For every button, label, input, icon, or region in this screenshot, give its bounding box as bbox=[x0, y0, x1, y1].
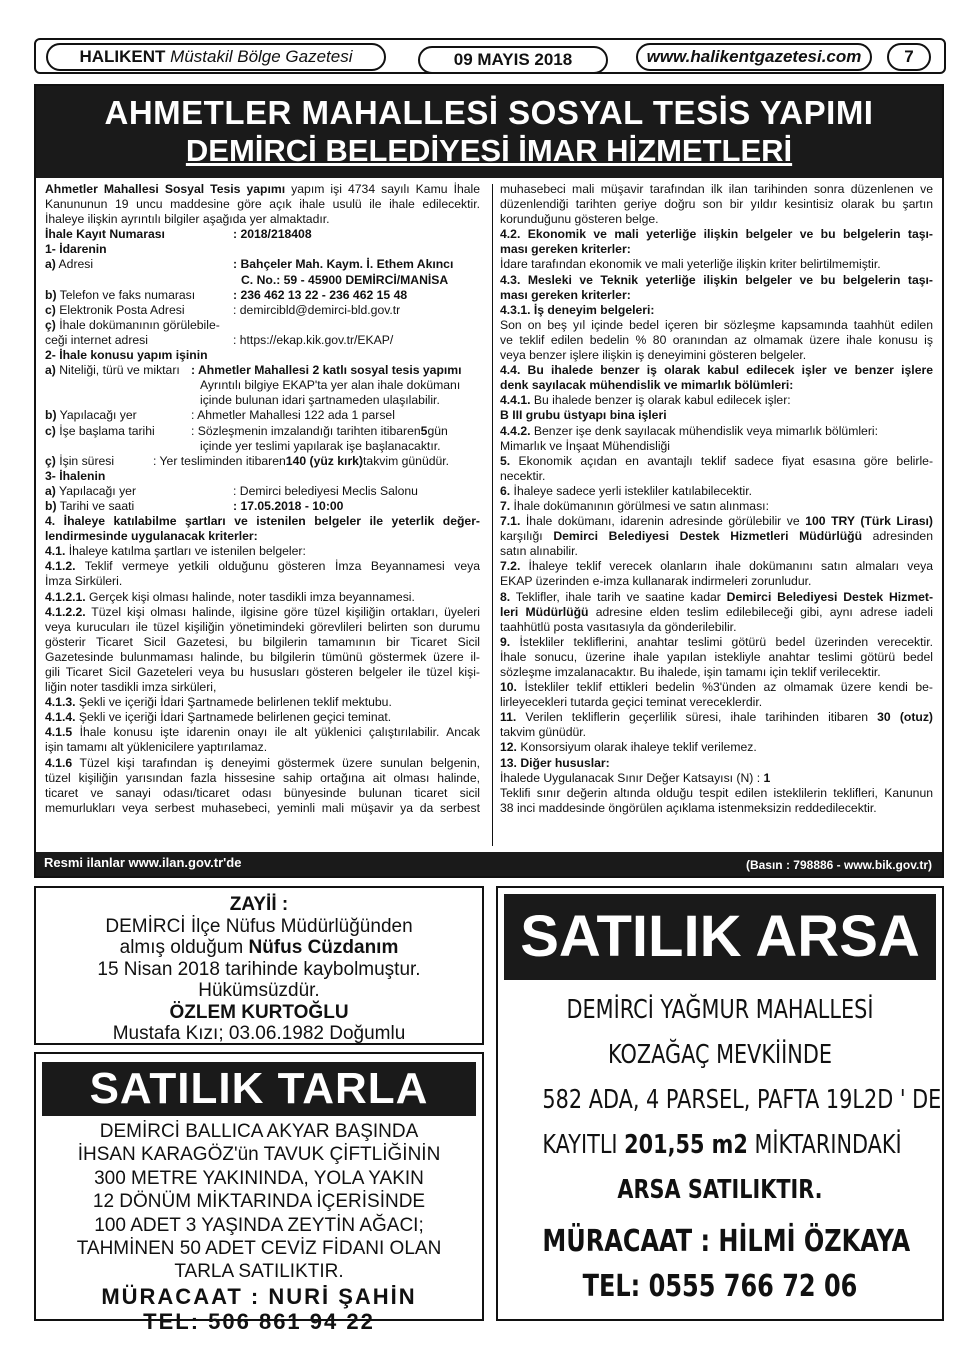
tender-venue: a) Yapılacağı yer : Demirci belediyesi Meclis Salonu bbox=[45, 483, 418, 498]
section-heading: 4.4. Bu ihalede benzer iş olarak kabul edilecek işler ve benzer işlere bbox=[500, 363, 933, 378]
clause: satın alınabilir. bbox=[500, 544, 578, 559]
ad-phone: TEL: 506 861 94 22 bbox=[143, 1308, 375, 1334]
clause: ticaret ve sanayi odası/ticaret odası bünyesinde bulunan ticaret sicil bbox=[45, 785, 480, 800]
tender-registry-number: İhale Kayıt Numarası : 2018/218408 bbox=[45, 227, 312, 242]
field-for-sale-ad bbox=[34, 1052, 484, 1334]
masthead-bar bbox=[34, 38, 946, 74]
clause: İmza Sirküleri. bbox=[45, 574, 123, 589]
clause: gösterir Ticaret Sicil Gazetesi, bu bilgilerin tamamının bir Ticaret Sicil bbox=[45, 634, 480, 649]
clause: B III grubu üstyapı bina işleri bbox=[500, 408, 667, 423]
ad-line: DEMİRCİ YAĞMUR MAHALLESİ bbox=[566, 995, 874, 1025]
issue-date: 09 MAYIS 2018 bbox=[418, 46, 608, 74]
ad-line: 582 ADA, 4 PARSEL, PAFTA 19L2D ' DE bbox=[542, 1085, 942, 1115]
clause: işin tamamı alt yüklenicilere yaptırılamaz. bbox=[45, 740, 268, 755]
ad-line: ARSA SATILIKTIR. bbox=[617, 1175, 823, 1205]
tender-left-column bbox=[45, 182, 480, 816]
ad-line: 12 DÖNÜM MİKTARINDA İÇERİSİNDE bbox=[92, 1191, 426, 1213]
ad-contact: MÜRACAAT : HİLMİ ÖZKAYA bbox=[542, 1224, 911, 1259]
clause: veya benzer işlere ilişkin iş deneyimini gösteren belgeler. bbox=[500, 348, 807, 363]
admin-address: a) Adresi : Bahçeler Mah. Kaym. İ. Ethem Akıncı bbox=[45, 257, 454, 272]
tender-subtitle: DEMİRCİ BELEDİYESİ İMAR HİZMETLERİ bbox=[185, 133, 793, 168]
clause: memurlukları veya serbest muhasebeci, yeminli mali müşavir ya da serbest bbox=[45, 800, 480, 815]
clause: 4.1.4. Şekli ve içeriği İdari Şartnamede belirlenen geçici teminat. bbox=[45, 710, 392, 725]
notice-line: DEMİRCİ İlçe Nüfus Müdürlüğünden bbox=[105, 915, 413, 937]
clause: necektir. bbox=[500, 468, 546, 483]
notice-owner: ÖZLEM KURTOĞLU bbox=[169, 1001, 349, 1023]
ad-line: DEMİRCİ BALLICA AKYAR BAŞINDA bbox=[99, 1121, 419, 1142]
clause: 4.4.2. Benzer işe denk sayılacak mühendislik veya mimarlık bölümleri: bbox=[500, 423, 878, 438]
clause: İdare tarafından ekonomik ve mali yeterliğe ilişkin kriter belirtilmemiştir. bbox=[500, 257, 881, 272]
clause: 6. İhaleye sadece yerli istekliler katılabilecektir. bbox=[500, 483, 752, 498]
ad-line: TARLA SATILIKTIR. bbox=[174, 1261, 344, 1283]
clause: 4.1.2.1. Gerçek kişi olması halinde, noter tasdikli imza beyannamesi. bbox=[45, 589, 415, 604]
section-heading: ması gereken kriterler: bbox=[500, 287, 631, 302]
section-heading: 4.3.1. İş deneyim belgeleri: bbox=[500, 302, 655, 317]
section-heading: 4.3. Mesleki ve Teknik yeterliğe ilişkin belgeler ve bu belgelerin taşı- bbox=[500, 272, 933, 287]
section-heading: lendirmesinde uygulanacak kriterler: bbox=[45, 529, 258, 544]
ad-line: İHSAN KARAGÖZ'ün TAVUK ÇİFTLİĞİNİN bbox=[77, 1144, 441, 1166]
work-start: c) İşe başlama tarihi : Sözleşmenin imzalandığı tarihten itibaren 5 gün bbox=[45, 423, 448, 438]
clause: 4.4.1. Bu ihalede benzer iş olarak kabul edilecek işler: bbox=[500, 393, 791, 408]
section-heading: 4. İhaleye katılabilme şartları ve istenilen belgeler ile yeterlik değer- bbox=[45, 514, 480, 529]
work-nature: a) Niteliği, türü ve miktarı : Ahmetler Mahallesi 2 katlı sosyal tesis yapımı bbox=[45, 363, 462, 378]
clause: 10. İstekliler teklif ettikleri bedelin %3'ünden az olmamak üzere kendi be- bbox=[500, 680, 933, 695]
notice-line: almış olduğum Nüfus Cüzdanım bbox=[119, 937, 399, 958]
clause: tüzel kişiliğin yarısından fazla hissesine sahip ortağına ait olması halinde, bbox=[45, 770, 480, 785]
clause: 4.1.6 Tüzel kişi tarafından iş deneyimi göstermek üzere sunulan belgenin, bbox=[45, 755, 480, 770]
admin-phone: b) Telefon ve faks numarası : 236 462 13 22 - 236 462 15 48 bbox=[45, 287, 408, 302]
email-link[interactable]: : demircibld@demirci-bld.gov.tr bbox=[233, 302, 401, 317]
clause: 9. İstekliler tekliflerini, anahtar teslimi götürü bedel üzerinden verecektir. bbox=[500, 634, 933, 649]
section-heading: ması gereken kriterler: bbox=[500, 242, 631, 257]
ad-line: KAYITLI 201,55 m2 MİKTARINDAKİ bbox=[542, 1130, 902, 1160]
clause: taahhütlü posta vasıtasıyla da gönderilebilir. bbox=[500, 619, 737, 634]
clause: EKAP üzerinden e-imza kullanarak indirmeleri zorunludur. bbox=[500, 574, 812, 589]
clause: 4.1.3. Şekli ve içeriği İdari Şartnamede belirlenen teklif mektubu. bbox=[45, 695, 392, 710]
intro-line: İhaleye ilişkin ayrıntılı bilgiler aşağıda yer almaktadır. bbox=[45, 212, 330, 227]
clause: İhalede Uygulanacak Sınır Değer Katsayısı (N) : 1 bbox=[500, 770, 771, 785]
notice-line: Hükümsüzdür. bbox=[198, 980, 320, 1001]
section-heading: 1- İdarenin bbox=[45, 242, 107, 257]
work-start-cont: içinde yer teslimi yapılarak işe başlanacaktır. bbox=[200, 438, 441, 453]
notice-line: 15 Nisan 2018 tarihinde kaybolmuştur. bbox=[97, 958, 421, 980]
ad-line: 100 ADET 3 YAŞINDA ZEYTİN AĞACI; bbox=[94, 1214, 424, 1236]
tender-notice bbox=[34, 84, 944, 878]
clause: 4.1.2.2. Tüzel kişi olması halinde, ilgisine göre tüzel kişiliğin ortakları, üyeleri bbox=[45, 604, 480, 619]
paper-name: HALIKENT bbox=[79, 47, 166, 66]
ad-title: SATILIK TARLA bbox=[42, 1062, 476, 1116]
clause: 7. İhale dokümanının görülmesi ve satın alınması: bbox=[500, 498, 769, 513]
ad-body bbox=[36, 1120, 482, 1284]
tender-right-column bbox=[500, 182, 933, 816]
intro-line: Ahmetler Mahallesi Sosyal Tesis yapımı yapım işi 4734 sayılı Kamu İhale bbox=[45, 182, 480, 196]
land-for-sale-ad bbox=[496, 886, 944, 1321]
clause: takvim günüdür. bbox=[500, 725, 587, 740]
section-heading: 3- İhalenin bbox=[45, 468, 106, 483]
section-heading: denk sayılacak mühendislik ve mimarlık bölümleri: bbox=[500, 378, 794, 393]
section-heading: 4.2. Ekonomik ve mali yeterliğe ilişkin belgeler ve bu belgelerin taşı- bbox=[500, 227, 933, 242]
ad-line: 300 METRE YAKININDA, YOLA YAKIN bbox=[94, 1167, 424, 1189]
ad-line: KOZAĞAÇ MEVKİİNDE bbox=[607, 1040, 833, 1070]
intro-line: Kanununun 19 uncu maddesine göre açık ihale usulü ile ihale edilecektir. bbox=[45, 197, 480, 212]
clause: 11. Verilen tekliflerin geçerlilik süresi, ihale tarihinden itibaren 30 (otuz) bbox=[500, 710, 933, 725]
clause: 38 inci maddesinde öngörülen açıklama istenmeksizin reddedilecektir. bbox=[500, 800, 877, 815]
clause: 4.1.2. Teklif vermeye yetkili olduğunu gösteren İmza Beyannamesi veya bbox=[45, 559, 480, 574]
clause: 4.1. İhaleye katılma şartları ve istenilen belgeler: bbox=[45, 544, 306, 559]
clause: İhale sonucu, üzerine ihale yapılan istekliyle anahtar teslimi götürü bedel bbox=[500, 649, 933, 664]
clause: korunduğunu gösteren belge. bbox=[500, 212, 659, 227]
page-number: 7 bbox=[887, 43, 931, 71]
ad-phone: TEL: 0555 766 72 06 bbox=[582, 1269, 858, 1304]
ad-title: SATILIK ARSA bbox=[504, 894, 936, 980]
clause: 7.1. İhale dokümanı, idarenin adresinde görülebilir ve 100 TRY (Türk Lirası) bbox=[500, 514, 933, 529]
clause: 4.1.5 İhale konusu işte idarenin onayı ile alt yüklenici çalıştırılabilir. Ancak bbox=[45, 725, 480, 740]
tender-banner bbox=[36, 86, 942, 178]
ekap-link[interactable]: : https://ekap.kik.gov.tr/EKAP/ bbox=[233, 332, 394, 347]
clause: düzenlendiği tarihten geriye doğru son bir yıldır kesintisiz olarak bu şartın bbox=[500, 197, 933, 212]
clause: 7.2. İhaleye teklif verecek olanların ihale dokümanını satın almaları veya bbox=[500, 559, 933, 574]
clause: Teklifi sınır değerin altında olduğu tespit edilen isteklilerin teklifleri, Kanunun bbox=[500, 785, 933, 800]
tender-footer bbox=[36, 852, 942, 876]
clause: veya kurucuları ile tüzel kişiliğin yönetimindeki görevlileri belirten son durumu bbox=[45, 619, 480, 634]
clause: Mimarlık ve İnşaat Mühendisliği bbox=[500, 438, 671, 453]
official-notices-link[interactable]: Resmi ilanlar www.ilan.gov.tr'de bbox=[44, 855, 242, 870]
ad-contact: MÜRACAAT : NURİ ŞAHİN bbox=[101, 1283, 417, 1309]
clause: ve teklif edilen bedelin % 80 oranından az olmamak üzere ihale konusu iş bbox=[500, 332, 933, 347]
paper-subtitle: Müstakil Bölge Gazetesi bbox=[170, 47, 353, 66]
admin-address-cont: C. No.: 59 - 45900 DEMİRCİ/MANİSA bbox=[241, 272, 449, 287]
admin-email: c) Elektronik Posta Adresi : demircibld@demirci-bld.gov.tr bbox=[45, 302, 401, 317]
clause: 8. Teklifler, ihale tarih ve saatine kadar Demirci Belediyesi Destek Hizmet- bbox=[500, 589, 933, 604]
clause: leri Müdürlüğü adresine elden teslim edilebileceği gibi, aynı adrese iadeli bbox=[500, 604, 933, 619]
ad-line: TAHMİNEN 50 ADET CEVİZ FİDANI OLAN bbox=[76, 1238, 442, 1260]
ad-body bbox=[542, 988, 942, 1309]
clause: liğin noter tasdikli imza sirküleri, bbox=[45, 680, 217, 695]
tender-title: AHMETLER MAHALLESİ SOSYAL TESİS YAPIMI bbox=[104, 94, 874, 131]
admin-web-label: ç) İhale dokümanının görülebile- bbox=[45, 317, 220, 332]
admin-web: ceği internet adresi : https://ekap.kik.gov.tr/EKAP/ bbox=[45, 332, 394, 347]
notice-line: Mustafa Kızı; 03.06.1982 Doğumlu bbox=[112, 1023, 406, 1044]
section-heading: 2- İhale konusu yapım işinin bbox=[45, 348, 208, 363]
work-location: b) Yapılacağı yer : Ahmetler Mahallesi 122 ada 1 parsel bbox=[45, 408, 395, 423]
press-reference: (Basın : 798886 - www.bik.gov.tr) bbox=[745, 858, 932, 872]
clause: gili Ticaret Sicil Gazeteleri veya bu hususları gösteren belgeler ile tüzel kişi- bbox=[45, 665, 480, 679]
clause: 5. Ekonomik açıdan en avantajlı teklif sadece fiyat esasına göre belirle- bbox=[500, 453, 933, 468]
clause: karşılığı Demirci Belediyesi Destek Hizmetleri Müdürlüğü adresinden bbox=[500, 529, 933, 544]
work-duration: ç) İşin süresi : Yer tesliminden itibaren 140 (yüz kırk) takvim günüdür. bbox=[45, 453, 450, 468]
clause: sözleşme imzalanacaktır. Bu ihalede, işin tamamı için teklif verilecektir. bbox=[500, 665, 881, 679]
tender-body bbox=[45, 182, 935, 852]
work-nature-cont: Ayrıntılı bilgiye EKAP'ta yer alan ihale dokümanı bbox=[200, 378, 461, 393]
clause: lirleyecekleri tutarda geçici teminat vereceklerdir. bbox=[500, 695, 763, 710]
paper-title bbox=[46, 43, 386, 71]
website-link[interactable]: www.halikentgazetesi.com bbox=[636, 43, 872, 71]
clause: Son on beş yıl içinde bedel içeren bir sözleşme kapsamında taahhüt edilen bbox=[500, 317, 933, 332]
column-divider bbox=[492, 184, 493, 846]
tender-datetime: b) Tarihi ve saati : 17.05.2018 - 10:00 bbox=[45, 498, 344, 513]
clause: muhasebeci mali müşavir tarafından ilk ilan tarihinden sonra düzenlenen ve bbox=[500, 182, 933, 196]
lost-id-notice bbox=[34, 886, 484, 1045]
clause: Gazetesinde bulunmaması halinde, bu bilgilerin tümünü göstermek üzere il- bbox=[45, 649, 480, 664]
clause: 12. Konsorsiyum olarak ihaleye teklif verilemez. bbox=[500, 740, 757, 755]
section-heading: 13. Diğer hususlar: bbox=[500, 755, 610, 770]
notice-title: ZAYİİ : bbox=[229, 894, 289, 915]
work-nature-cont: içinde bulunan idari şartnameden ulaşılabilir. bbox=[200, 393, 440, 408]
